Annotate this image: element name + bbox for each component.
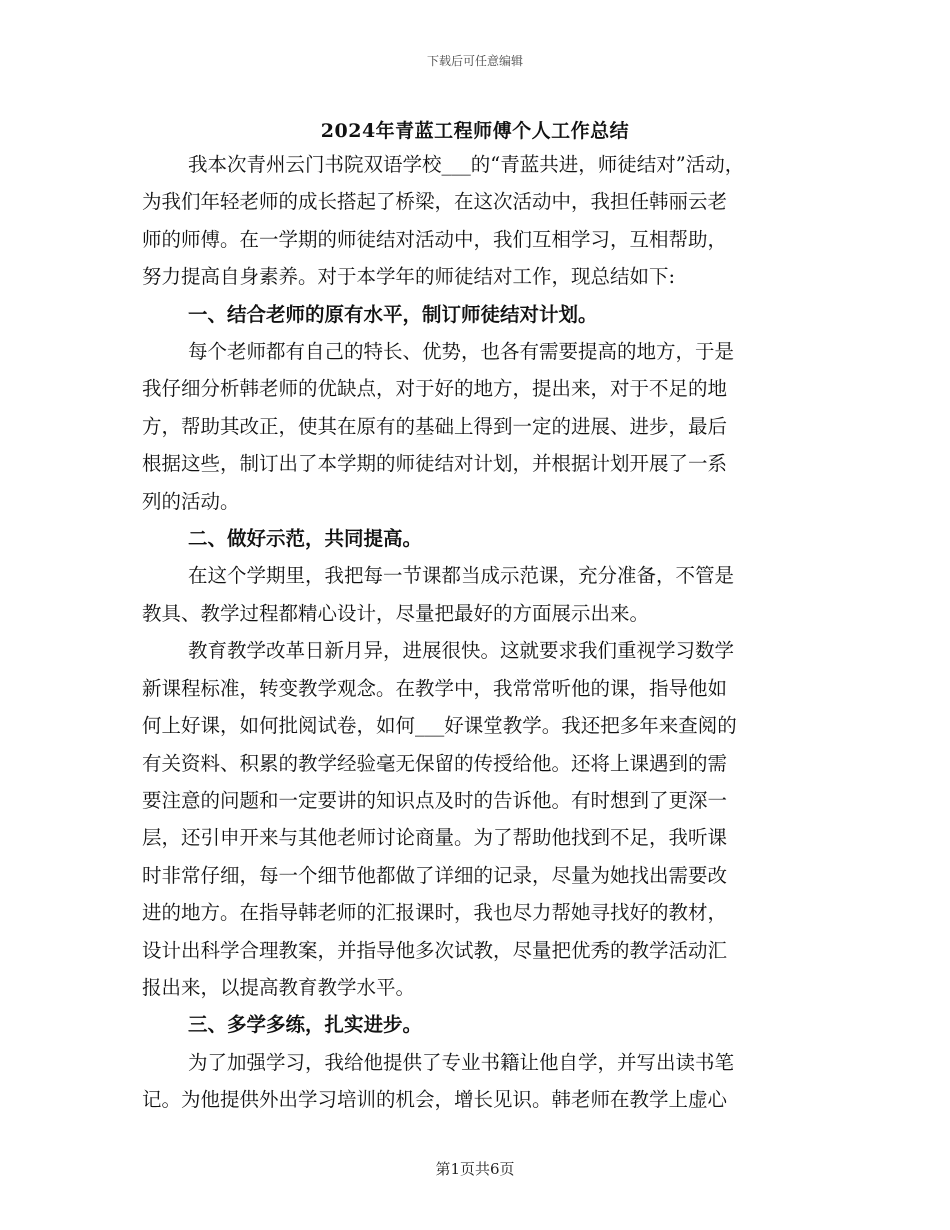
paragraph-line: 何上好课，如何批阅试卷，如何___好课堂教学。我还把多年来查阅的: [142, 714, 737, 738]
paragraph-line: 有关资料、积累的教学经验毫无保留的传授给他。还将上课遇到的需: [142, 751, 728, 775]
paragraph-line: 在这个学期里，我把每一节课都当成示范课，充分准备，不管是: [188, 564, 735, 588]
paragraph-line: 时非常仔细，每一个细节他都做了详细的记录，尽量为她找出需要改: [142, 863, 728, 887]
document-body: [142, 146, 812, 1119]
paragraph-line: 为我们年轻老师的成长搭起了桥梁，在这次活动中，我担任韩丽云老: [142, 190, 728, 214]
paragraph-line: 记。为他提供外出学习培训的机会，增长见识。韩老师在教学上虚心: [142, 1088, 728, 1112]
section-heading-3: 三、多学多练，扎实进步。: [188, 1013, 423, 1037]
paragraph-line: 报出来，以提高教育教学水平。: [142, 975, 416, 999]
download-note: 下载后可任意编辑: [426, 54, 523, 68]
paragraph-line: 为了加强学习，我给他提供了专业书籍让他自学，并写出读书笔: [188, 1050, 735, 1074]
page-number: 第1页共6页: [435, 1160, 515, 1178]
paragraph-line: 方，帮助其改正，使其在原有的基础上得到一定的进展、进步，最后: [142, 414, 728, 438]
paragraph-line: 新课程标准，转变教学观念。在教学中，我常常听他的课，指导他如: [142, 676, 728, 700]
paragraph-line: 我仔细分析韩老师的优缺点，对于好的地方，提出来，对于不足的地: [142, 377, 728, 401]
paragraph-line: 我本次青州云门书院双语学校___的“青蓝共进，师徒结对”活动，: [188, 153, 745, 176]
paragraph-line: 进的地方。在指导韩老师的汇报课时，我也尽力帮她寻找好的教材，: [142, 901, 728, 925]
document-title: 2024年青蓝工程师傅个人工作总结: [320, 120, 630, 142]
paragraph-line: 教具、教学过程都精心设计，尽量把最好的方面展示出来。: [142, 601, 650, 625]
paragraph-line: 教育教学改革日新月异，进展很快。这就要求我们重视学习数学: [188, 639, 735, 663]
paragraph-line: 设计出科学合理教案，并指导他多次试教，尽量把优秀的教学活动汇: [142, 938, 728, 962]
paragraph-line: 要注意的问题和一定要讲的知识点及时的告诉他。有时想到了更深一: [142, 788, 728, 812]
paragraph-line: 根据这些，制订出了本学期的师徒结对计划，并根据计划开展了一系: [142, 452, 728, 476]
paragraph-line: 努力提高自身素养。对于本学年的师徒结对工作，现总结如下:: [142, 265, 676, 289]
paragraph-line: 列的活动。: [142, 489, 240, 513]
section-heading-1: 一、结合老师的原有水平，制订师徒结对计划。: [188, 302, 598, 326]
paragraph-line: 层，还引申开来与其他老师讨论商量。为了帮助他找到不足，我听课: [142, 826, 728, 850]
section-heading-2: 二、做好示范，共同提高。: [188, 527, 423, 551]
paragraph-line: 师的师傅。在一学期的师徒结对活动中，我们互相学习，互相帮助，: [142, 227, 728, 251]
paragraph-line: 每个老师都有自己的特长、优势，也各有需要提高的地方，于是: [188, 340, 735, 364]
